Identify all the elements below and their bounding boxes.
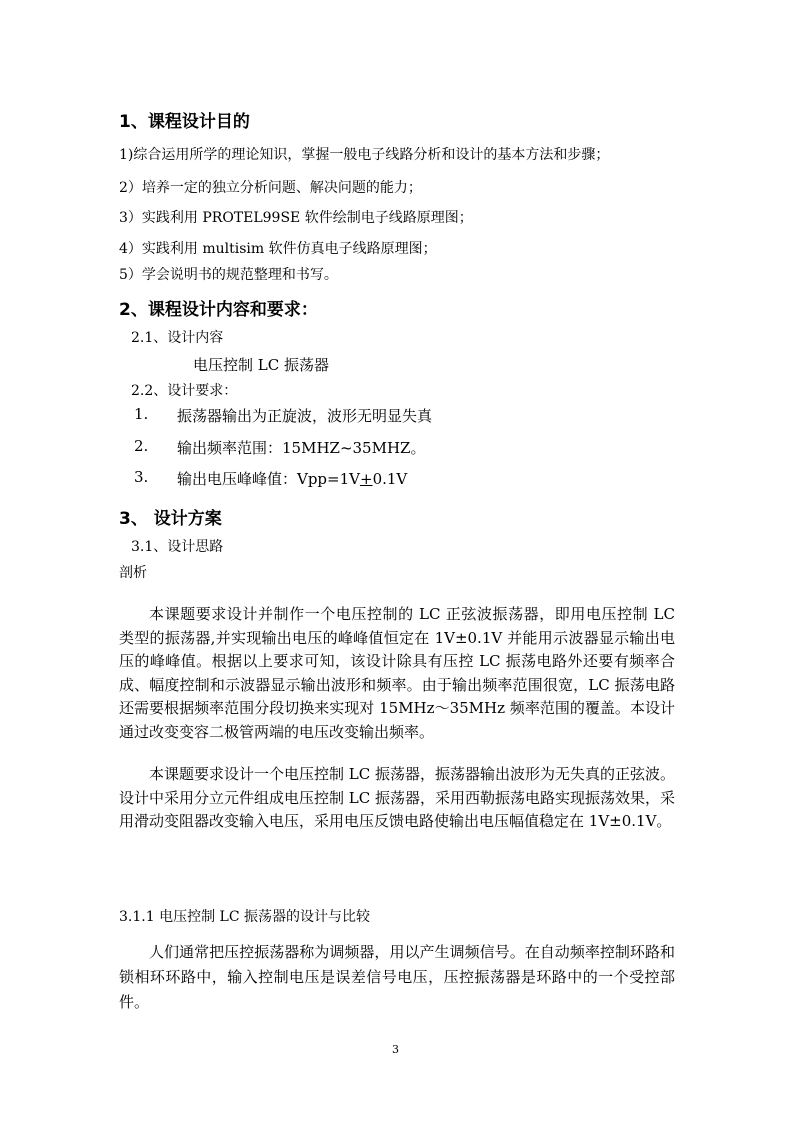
page-number: 3 (392, 1043, 399, 1056)
requirement-2-text: 输出频率范围：15MHZ~35MHZ。 (177, 439, 426, 457)
objective-item-1: 1)综合运用所学的理论知识，掌握一般电子线路分析和设计的基本方法和步骤； (119, 147, 610, 163)
section-3-heading: 3、 设计方案 (119, 509, 222, 529)
requirement-3-number: 3. (134, 468, 149, 486)
requirement-1-text: 振荡器输出为正旋波，波形无明显失真 (177, 407, 433, 425)
subsection-2-2-heading: 2.2、设计要求： (131, 383, 238, 399)
design-paragraph-2: 本课题要求设计一个电压控制 LC 振荡器，振荡器输出波形为无失真的正弦波。设计中采用分立元件组成电压控制 LC 振荡器，采用西勒振荡电路实现振荡效果，采用滑动变阻器改变输入电压，采用电压反馈电路使输出电压幅值稳定在 1V±0.1V。 (119, 765, 675, 830)
subsection-2-1-heading: 2.1、设计内容 (131, 330, 224, 346)
subsection-3-1-heading: 3.1、设计思路 (131, 539, 224, 555)
requirement-3-text-before: 输出电压峰峰值：Vpp=1V (177, 470, 360, 488)
objective-item-5: 5）学会说明书的规范整理和书写。 (119, 267, 338, 283)
subsection-3-1-1-heading: 3.1.1 电压控制 LC 振荡器的设计与比较 (119, 909, 370, 925)
design-paragraph-1: 本课题要求设计并制作一个电压控制的 LC 正弦波振荡器，即用电压控制 LC 类型的振荡器,并实现输出电压的峰峰值恒定在 1V±0.1V 并能用示波器显示输出电压的峰峰值。根据以上要求可知，该设计除具有压控 LC 振荡电路外还要有频率合成、幅度控制和示波器显示输出波形和频率。由于输出频率范围很宽，LC 振荡电路还需要根据频率范围分段切换来实现对 15MHz～35MHz 频率范围的覆盖。本设计通过改变变容二极管两端的电压改变输出频率。 (119, 605, 675, 741)
objective-item-4: 4）实践利用 multisim 软件仿真电子线路原理图； (119, 241, 437, 257)
objective-item-3: 3）实践利用 PROTEL99SE 软件绘制电子线路原理图； (119, 210, 473, 226)
requirement-3-text (177, 468, 407, 489)
section-2-heading: 2、课程设计内容和要求： (119, 300, 318, 320)
design-paragraph-3: 人们通常把压控振荡器称为调频器，用以产生调频信号。在自动频率控制环路和锁相环环路中，输入控制电压是误差信号电压，压控振荡器是环路中的一个受控部件。 (119, 943, 675, 1011)
plus-minus-symbol: + (359, 470, 373, 488)
requirement-1-number: 1. (134, 405, 149, 423)
requirement-2-number: 2. (134, 437, 149, 455)
section-1-heading: 1、课程设计目的 (119, 112, 250, 132)
objective-item-2: 2）培养一定的独立分析问题、解决问题的能力； (119, 180, 422, 196)
design-content: 电压控制 LC 振荡器 (193, 356, 329, 374)
analysis-label: 剖析 (119, 565, 147, 581)
requirement-3-text-after: 0.1V (372, 470, 408, 488)
